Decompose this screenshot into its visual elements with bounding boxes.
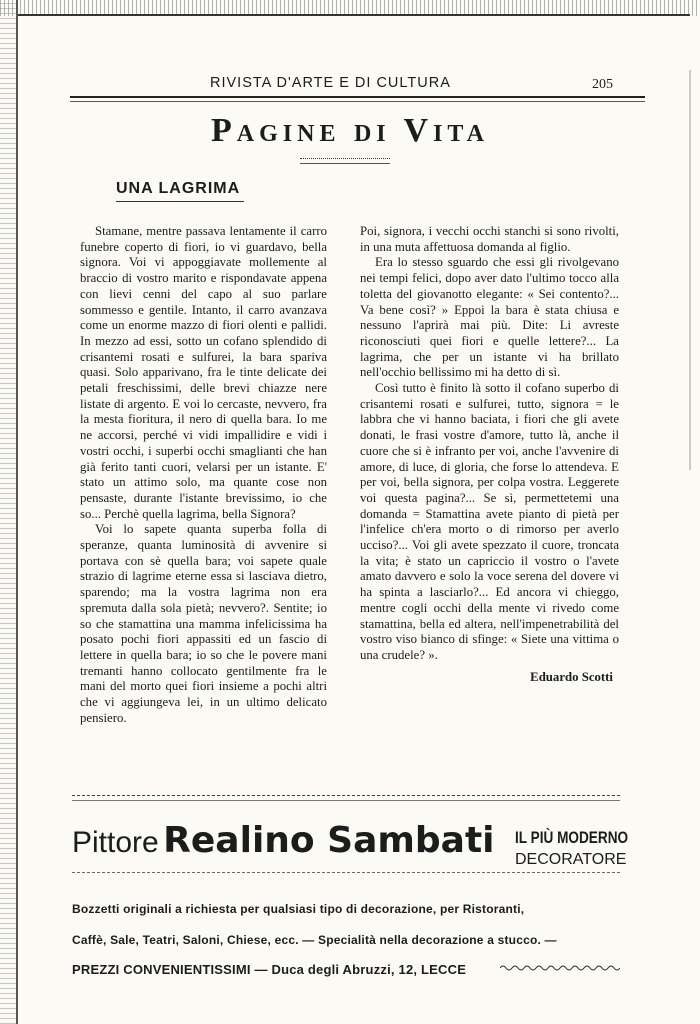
article-title: UNA LAGRIMA [116, 180, 241, 197]
author-signature: Eduardo Scotti [530, 669, 613, 684]
ad-business-name: Realino Sambati [163, 820, 495, 861]
article-column-right [360, 224, 619, 685]
article-title-underline [116, 201, 244, 202]
top-rule [18, 14, 690, 16]
left-rule [16, 0, 18, 1024]
advertisement-heading [72, 820, 495, 861]
paragraph: Voi lo sapete quanta superba folla di speranze, quanta luminosità di avvenire si portava con sè quella bara; voi sapete quale strazio di lagrime eterne essa si lasciava dietro, sparendo; ma la vostra lagrima non era spremuta dalla sola pietà; nevvero?. Sentite; io so che stamattina una mamma infelicissima ha posato pochi fiori appassiti ed un fascio di lettere in quella bara; io so che le povere mani tremanti hanno collocato gentilmente fra le mani del morto quei fiori insieme a pochi altri che vi aggiungeva lei, in un ultimo delicato pensiero. [80, 522, 327, 725]
article-column-left [80, 224, 327, 727]
ad-tagline-2: DECORATORE [515, 851, 627, 868]
header-rule [70, 96, 645, 102]
ad-text-line-1: Bozzetti originali a richiesta per qualsiasi tipo di decorazione, per Ristoranti, [72, 902, 525, 916]
advertisement-mid-rule [72, 872, 620, 873]
ad-tagline [515, 828, 656, 869]
ad-text-line-2: Caffè, Sale, Teatri, Saloni, Chiese, ecc. — Specialità nella decorazione a stucco. — [72, 933, 557, 947]
ad-tagline-1: IL PIÙ MODERNO [515, 828, 629, 847]
paragraph: Stamane, mentre passava lentamente il carro funebre coperto di fiori, io vi guardavo, bella signora. Voi vi appoggiavate mollemente al braccio di vostro marito e rispondavate appena con lievi cenni del capo al suo parlare sommesso e gentile. Intanto, il carro avanzava come un enorme mazzo di fiori olenti e pallidi. In mezzo ad essi, sotto un cofano splendido di crisantemi rosati e sulfurei, la bara spariva quasi. Solo apparivano, fra le tinte delicate dei petali freschissimi, delle brevi chiazze nere listate di argento. E voi lo cercaste, nevvero, fra la mesta fioritura, il nero di quella bara. Io me ne accorsi, perché vi vidi impallidire e vidi i vostri occhi, i superbi occhi smaglianti che han già ferito tanti cuori, velarsi per un istante. E' stato un attimo solo, ma quante cose non pensaste, durante l'istante brevissimo, io che so... Perchè quella lagrima, bella Signora? [80, 224, 327, 521]
wavy-ornament [500, 962, 620, 974]
running-head: RIVISTA D'ARTE E DI CULTURA [210, 75, 451, 91]
paragraph: Era lo stesso sguardo che essi gli rivolgevano nei tempi felici, dopo aver dato l'ultimo tocco alla toletta del giovanotto elegante: « Sei contento?... Va bene così? » Eppoi la bara è stata chiusa e nessuno l'aprirà mai più. Dite: Li avreste riconosciuti quei fiori e quelle lettere?... La lagrima, che per un istante vi ha brillato nell'occhio bellissimo mi ha detto di sì. [360, 255, 619, 380]
page-number: 205 [592, 77, 613, 92]
section-title: Pagine di Vita [211, 112, 489, 149]
title-ornament [300, 158, 390, 164]
left-binding-edge [0, 0, 16, 1024]
advertisement-top-rule [72, 795, 620, 801]
paragraph-continued: Poi, signora, i vecchi occhi stanchi si sono rivolti, in una muta affettuosa domanda al figlio. [360, 224, 619, 254]
ad-pittore-label: Pittore [72, 826, 159, 859]
ad-text-line-3: PREZZI CONVENIENTISSIMI — Duca degli Abruzzi, 12, LECCE [72, 962, 467, 977]
paragraph: Così tutto è finito là sotto il cofano superbo di crisantemi rosati e sulfurei, tutto, signora = le labbra che vi hanno baciata, i fiori che gli avete donati, le frasi vostre d'amore, tutto là, anche il cuore che si è infranto per voi, anche l'avvenire di amore, di luce, di gloria, che forse lo attendeva. E per voi, bella signora, per colpa vostra. Leggerete voi questa pagina?... Se sì, permettetemi una domanda = Stamattina avete pianto di pietà per l'infelice ch'era morto o di rimorso per averlo ucciso?... Voi gli avete spezzato il cuore, troncata la vita; è stato un capriccio il vostro o l'avete amato davvero e solo la voce serena del dovere vi ha spinta a lasciarlo?... Ed ancora vi chieggo, mentre cogli occhi della mente vi rivedo come stamattina, bella ed altera, nell'impenetrabilità del vostro viso bianco di sfinge: « Siete una vittima o una crudele? ». [360, 381, 619, 662]
